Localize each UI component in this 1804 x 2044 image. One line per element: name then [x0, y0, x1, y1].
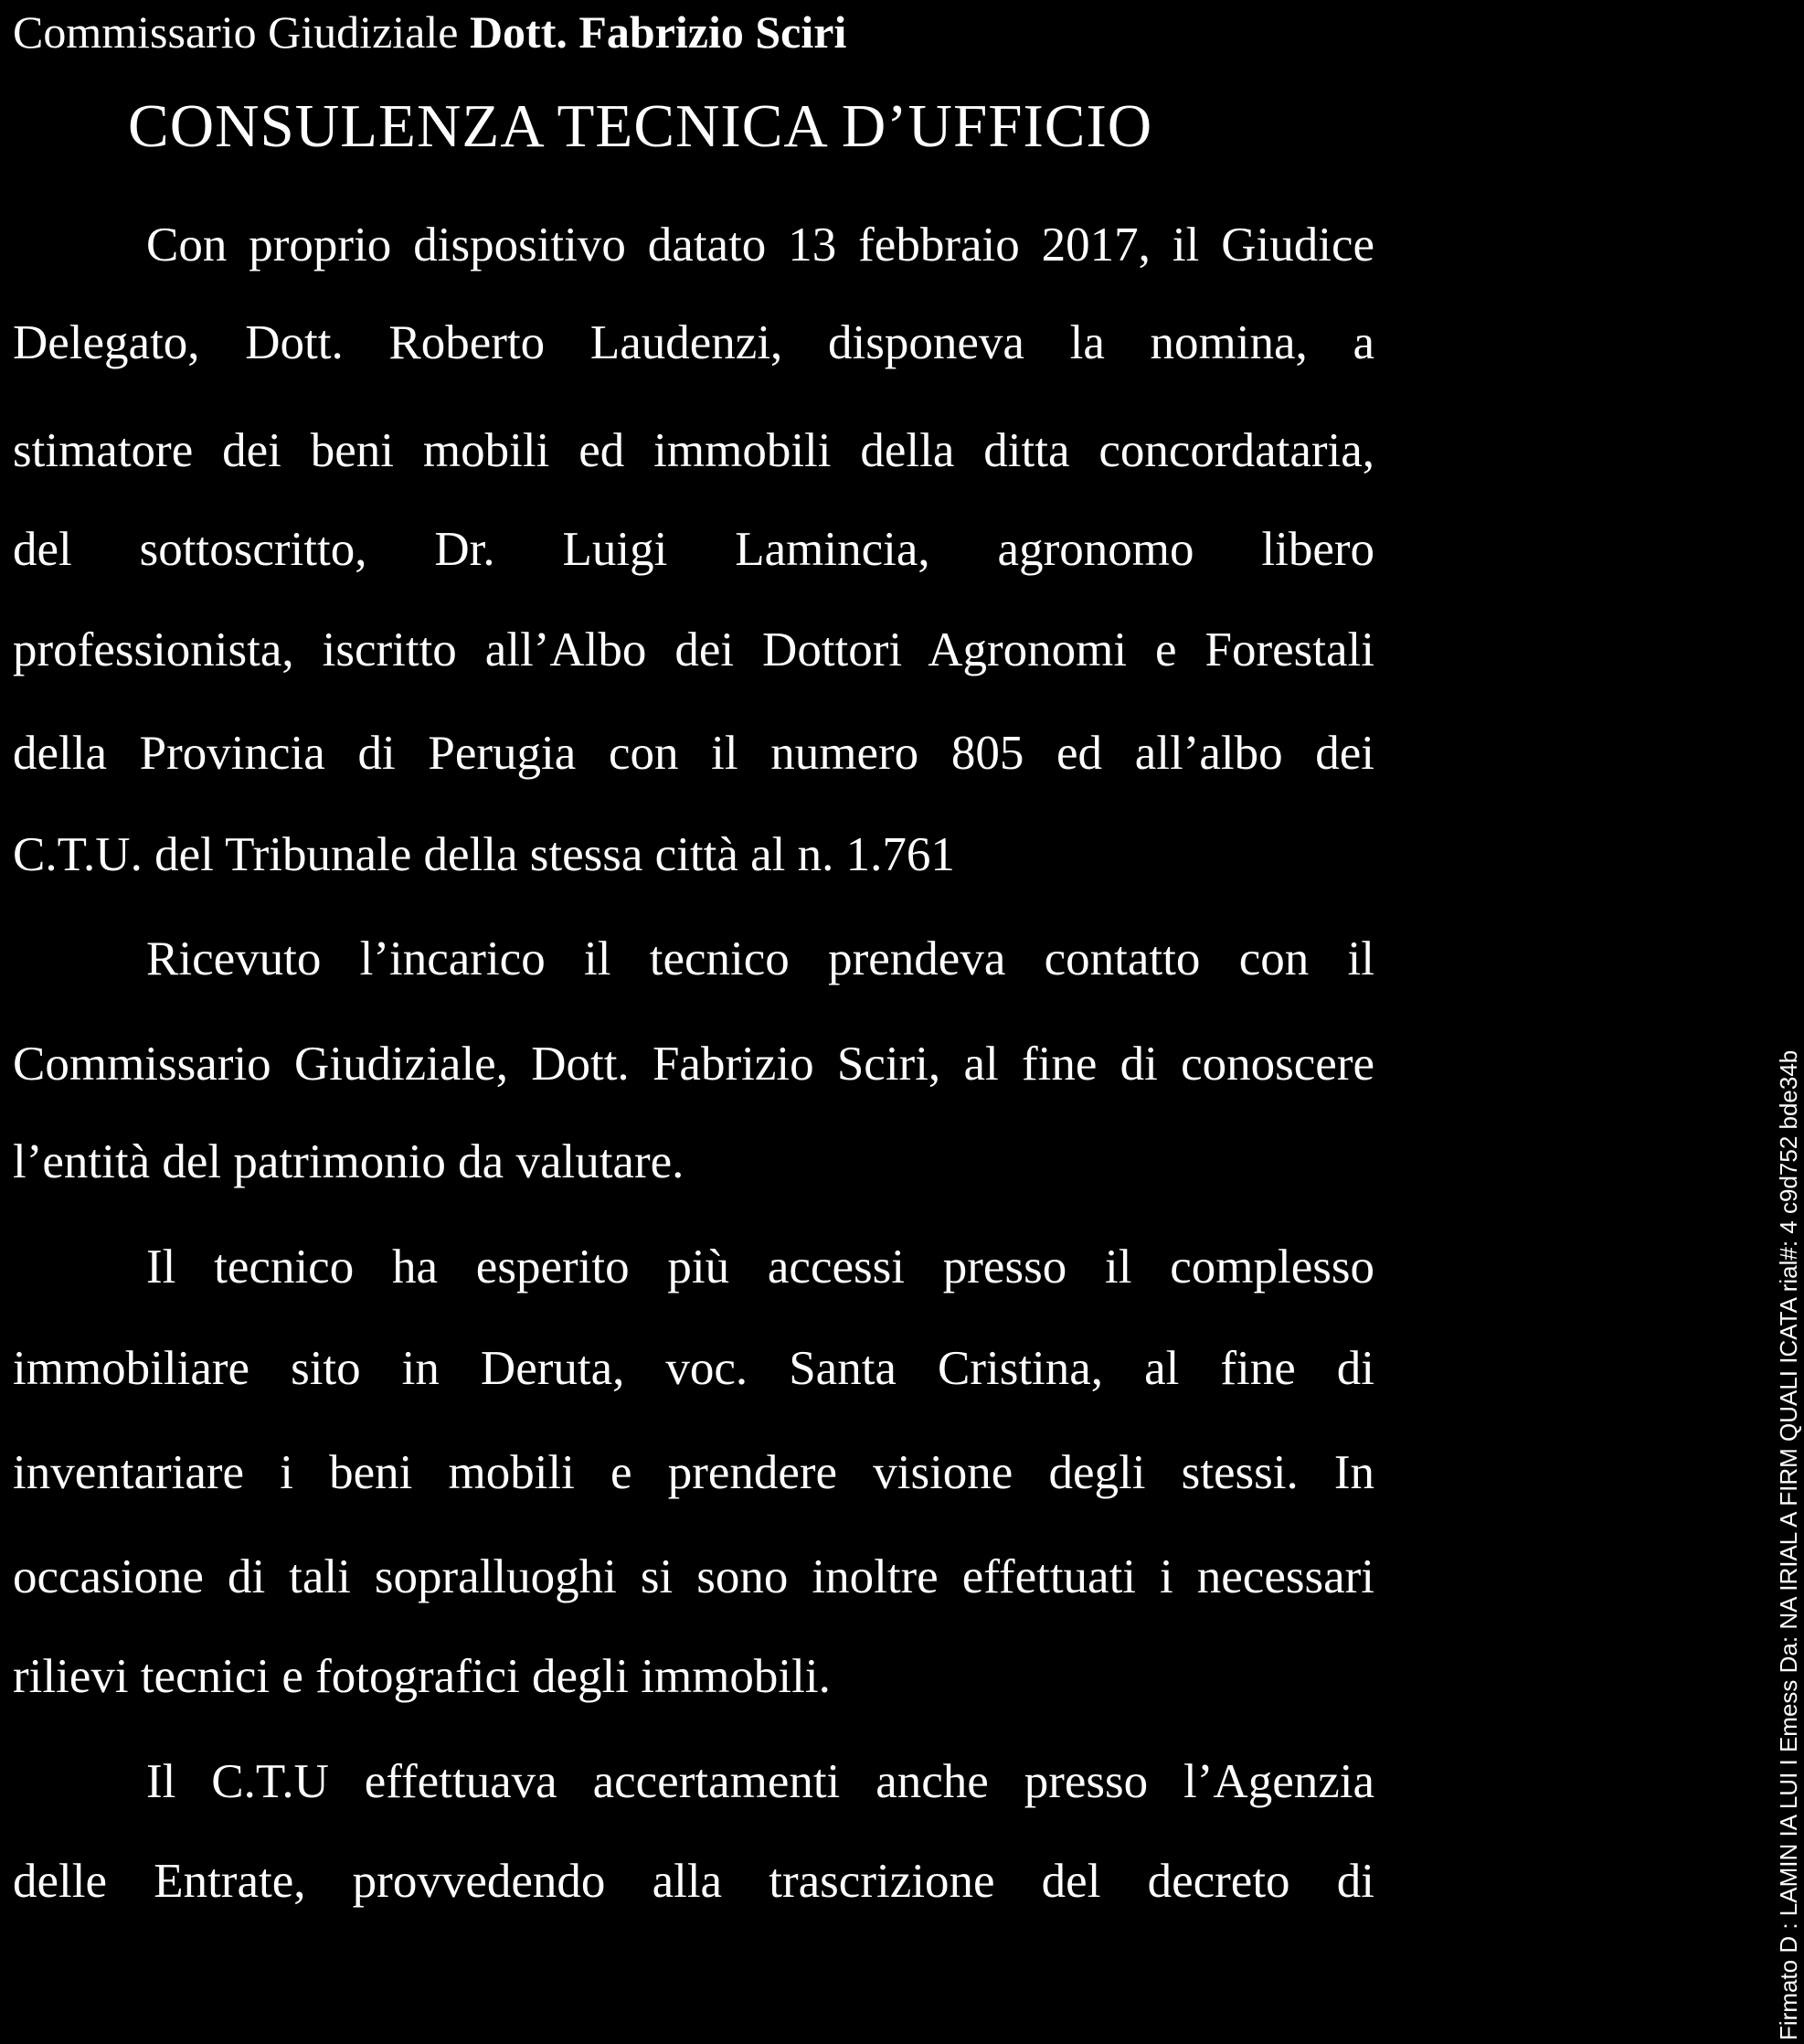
commissioner-role: Commissario Giudiziale	[13, 6, 459, 58]
paragraph-1-line-4: del sottoscritto, Dr. Luigi Lamincia, agronomo libero	[13, 523, 1374, 576]
paragraph-2-line-2: Commissario Giudiziale, Dott. Fabrizio Sciri, al fine di conoscere	[13, 1038, 1374, 1091]
document-title: CONSULENZA TECNICA D’UFFICIO	[128, 92, 1153, 160]
commissioner-header	[13, 0, 846, 64]
paragraph-4-line-1: Il C.T.U effettuava accertamenti anche presso l’Agenzia	[146, 1755, 1374, 1808]
paragraph-2-line-3: l’entità del patrimonio da valutare.	[13, 1135, 684, 1188]
paragraph-4-line-2: delle Entrate, provvedendo alla trascrizione del decreto di	[13, 1855, 1374, 1908]
paragraph-3-line-4: occasione di tali sopralluoghi si sono inoltre effettuati i necessari	[13, 1550, 1374, 1603]
paragraph-1-line-1: Con proprio dispositivo datato 13 febbraio 2017, il Giudice	[146, 218, 1374, 271]
paragraph-2-line-1: Ricevuto l’incarico il tecnico prendeva contatto con il	[146, 932, 1374, 985]
paragraph-1-line-3: stimatore dei beni mobili ed immobili della ditta concordataria,	[13, 424, 1374, 477]
paragraph-1-line-5: professionista, iscritto all’Albo dei Dottori Agronomi e Forestali	[13, 623, 1374, 676]
paragraph-3-line-1: Il tecnico ha esperito più accessi presso il complesso	[146, 1240, 1374, 1293]
paragraph-3-line-2: immobiliare sito in Deruta, voc. Santa Cristina, al fine di	[13, 1342, 1374, 1395]
paragraph-1-line-2: Delegato, Dott. Roberto Laudenzi, disponeva la nomina, a	[13, 316, 1374, 369]
paragraph-1-line-7: C.T.U. del Tribunale della stessa città al n. 1.761	[13, 828, 955, 881]
paragraph-1-line-6: della Provincia di Perugia con il numero 805 ed all’albo dei	[13, 727, 1374, 780]
digital-signature-stamp: Firmato D : LAMIN IA LUI I Emess Da: NA IRIAL A FIRM QUALI ICATA rial#: 4 c9d752 bde34b	[1775, 1049, 1802, 2040]
paragraph-3-line-3: inventariare i beni mobili e prendere visione degli stessi. In	[13, 1446, 1374, 1499]
commissioner-name: Dott. Fabrizio Sciri	[469, 6, 847, 58]
paragraph-3-line-5: rilievi tecnici e fotografici degli immobili.	[13, 1650, 831, 1703]
